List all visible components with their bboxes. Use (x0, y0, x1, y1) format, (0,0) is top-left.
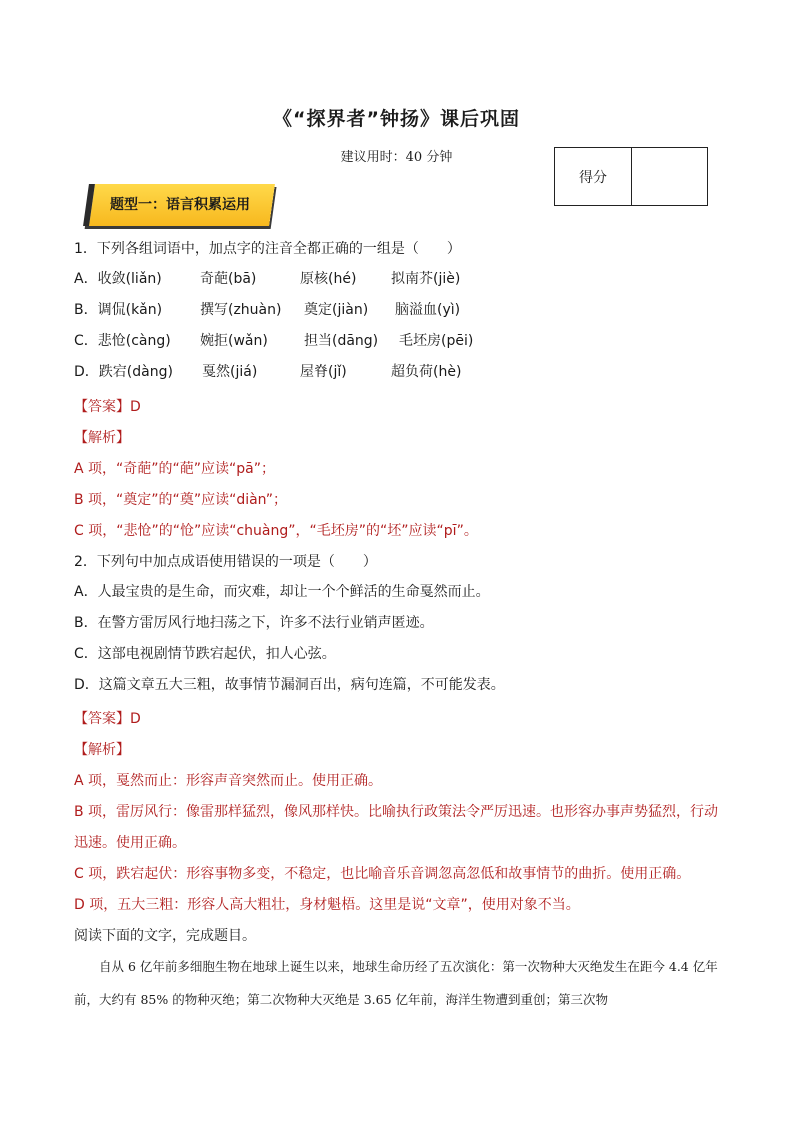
q1-analysis-b: B 项，“奠定”的“奠”应读“diàn”； (74, 492, 288, 508)
q2-analysis-a: A 项，戛然而止：形容声音突然而止。使用正确。 (74, 773, 383, 789)
q2-analysis-b-cont: 迅速。使用正确。 (74, 835, 186, 851)
q1-b-word-1: B．调侃(kǎn) (74, 302, 163, 318)
q1-analysis-a: A 项，“奇葩”的“葩”应读“pā”； (74, 461, 276, 477)
q1-b-word-2: 撰写(zhuàn) (200, 302, 282, 318)
q2-option-b: B．在警方雷厉风行地扫荡之下，许多不法行业销声匿迹。 (74, 615, 434, 631)
q1-c-word-4: 毛坯房(pēi) (399, 333, 474, 349)
q1-c-word-2: 婉拒(wǎn) (200, 333, 268, 349)
q1-d-word-1: D．跌宕(dàng) (74, 364, 173, 380)
q1-d-word-4: 超负荷(hè) (391, 364, 462, 380)
q1-stem: 1．下列各组词语中，加点字的注音全都正确的一组是（ ） (74, 241, 461, 257)
suggested-time: 建议用时：40 分钟 (340, 150, 453, 165)
score-value (632, 148, 707, 205)
reading-paragraph: 自从 6 亿年前多细胞生物在地球上诞生以来，地球生命历经了五次演化：第一次物种大灭绝发生在距今 4.4 亿年前，大约有 85% 的物种灭绝；第二次物种大灭绝是 3.65 亿年前，海洋生物遭到重创；第三次物 (74, 959, 718, 1007)
q2-analysis-d: D 项，五大三粗：形容人高大粗壮，身材魁梧。这里是说“文章”，使用对象不当。 (74, 897, 580, 913)
q2-option-d: D．这篇文章五大三粗，故事情节漏洞百出，病句连篇，不可能发表。 (74, 677, 505, 693)
q1-d-word-3: 屋脊(jǐ) (300, 364, 347, 380)
q2-option-a: A．人最宝贵的是生命，而灾难，却让一个个鲜活的生命戛然而止。 (74, 584, 490, 600)
q1-a-word-2: 奇葩(bā) (200, 271, 257, 287)
q2-analysis-c: C 项，跌宕起伏：形容事物多变，不稳定，也比喻音乐音调忽高忽低和故事情节的曲折。使用正确。 (74, 866, 691, 882)
q1-analysis-c: C 项，“悲怆”的“怆”应读“chuàng”，“毛坯房”的“坯”应读“pī”。 (74, 523, 478, 539)
score-box (554, 147, 708, 206)
reading-intro: 阅读下面的文字，完成题目。 (74, 928, 256, 944)
q1-option-d (74, 361, 461, 381)
q2-analysis-label: 【解析】 (74, 742, 130, 758)
q1-answer: 【答案】D (74, 399, 141, 415)
q2-stem: 2．下列句中加点成语使用错误的一项是（ ） (74, 554, 377, 570)
q1-option-c (74, 330, 473, 350)
q1-b-word-4: 脑溢血(yì) (395, 302, 461, 318)
page-title: 《“探界者”钟扬》课后巩固 (273, 108, 520, 130)
q1-d-word-2: 戛然(jiá) (202, 364, 258, 380)
q1-a-word-4: 拟南芥(jiè) (391, 271, 461, 287)
section-label: 题型一：语言积累运用 (110, 197, 250, 213)
q1-analysis-label: 【解析】 (74, 430, 130, 446)
q1-c-word-3: 担当(dāng) (304, 333, 379, 349)
section-banner (86, 184, 266, 226)
q1-a-word-1: A．收敛(liǎn) (74, 271, 162, 287)
q1-c-word-1: C．悲怆(càng) (74, 333, 171, 349)
q1-a-word-3: 原核(hé) (300, 271, 357, 287)
q1-option-b (74, 299, 460, 319)
q2-answer: 【答案】D (74, 711, 141, 727)
q1-option-a (74, 268, 460, 288)
score-label: 得分 (555, 148, 632, 205)
q2-analysis-b: B 项，雷厉风行：像雷那样猛烈，像风那样快。比喻执行政策法令严厉迅速。也形容办事声势猛烈，行动 (74, 804, 719, 820)
q1-b-word-3: 奠定(jiàn) (304, 302, 369, 318)
q2-option-c: C．这部电视剧情节跌宕起伏，扣人心弦。 (74, 646, 336, 662)
